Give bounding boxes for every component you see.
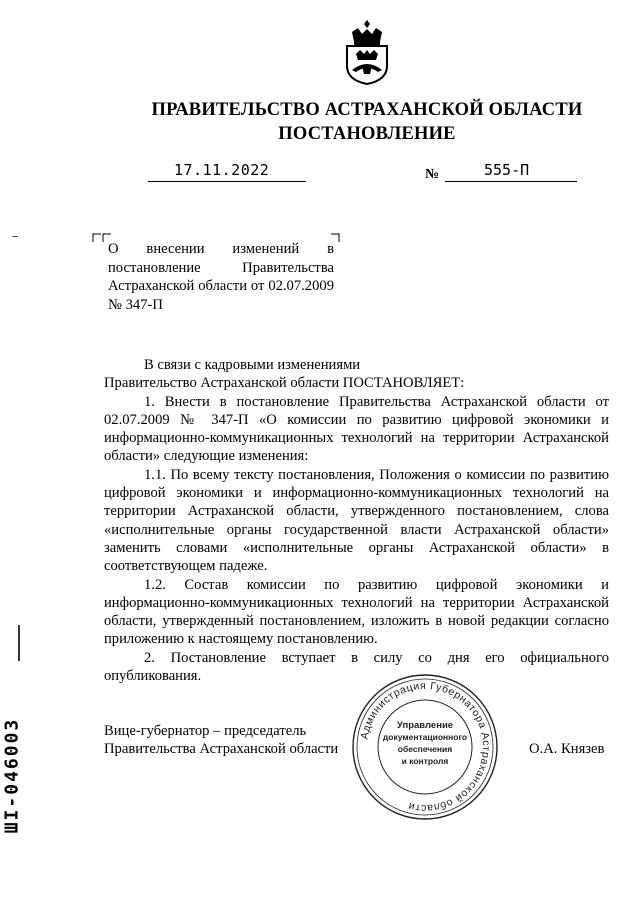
number-underline (445, 181, 577, 182)
document-body (104, 356, 609, 685)
side-bar-mark (18, 625, 20, 661)
date-underline (148, 181, 306, 182)
signer-position-line2: Правительства Астраханской области (104, 741, 339, 757)
government-title: ПРАВИТЕЛЬСТВО АСТРАХАНСКОЙ ОБЛАСТИ (151, 100, 583, 120)
official-stamp (350, 672, 500, 822)
side-serial-code: ШI-046003 (1, 717, 23, 834)
document-subject: О внесении изменений в постановление Правительства Астраханской области от 02.07.2009 № 347-П (108, 241, 334, 313)
resolution-line: Правительство Астраханской области ПОСТАНОВЛЯЕТ: (104, 375, 465, 392)
stamp-center-line3: обеспечения (397, 744, 453, 754)
document-type-title: ПОСТАНОВЛЕНИЕ (278, 124, 456, 144)
stamp-center-line1: Управление (396, 720, 454, 731)
document-date: 17.11.2022 (174, 161, 270, 179)
paragraph-2: 2. Постановление вступает в силу со дня его официального опубликования. (104, 649, 609, 685)
stamp-center-line4: и контроля (401, 756, 449, 766)
signer-name: О.А. Князев (529, 741, 605, 757)
stamp-ring-text: Администрация Губернатора Астраханской области (358, 679, 493, 815)
paragraph-1: 1. Внести в постановление Правительства Астраханской области от 02.07.2009 № 347-П «О комиссии по развитию цифровой экономики и информационно-коммуникационных технологий на территории Астраханской области» следующие изменения: (104, 393, 609, 465)
bracket-corner-top-left (92, 233, 102, 243)
stamp-center-line2: документационного (382, 732, 468, 742)
intro-line: В связи с кадровыми изменениями (144, 357, 361, 373)
paragraph-1-1: 1.1. По всему тексту постановления, Положения о комиссии по развитию цифровой экономики и информационно-коммуникационных технологий на территории Астраханской области, утвержденного постановлением, слова «исполнительные органы государственной власти Астраханской области» заменить словами «исполнительные органы Астраханской области» в соответствующем падеже. (104, 466, 609, 575)
paragraph-1-2: 1.2. Состав комиссии по развитию цифровой экономики и информационно-коммуникационных технологий на территории Астраханской области, утвержденный постановлением, изложить в новой редакции согласно приложению к настоящему постановлению. (104, 576, 609, 648)
coat-of-arms-emblem (342, 18, 392, 86)
margin-tick (12, 236, 18, 237)
document-number: 555-П (484, 161, 530, 179)
number-label: № (425, 167, 440, 182)
signer-position-line1: Вице-губернатор – председатель (104, 723, 307, 739)
